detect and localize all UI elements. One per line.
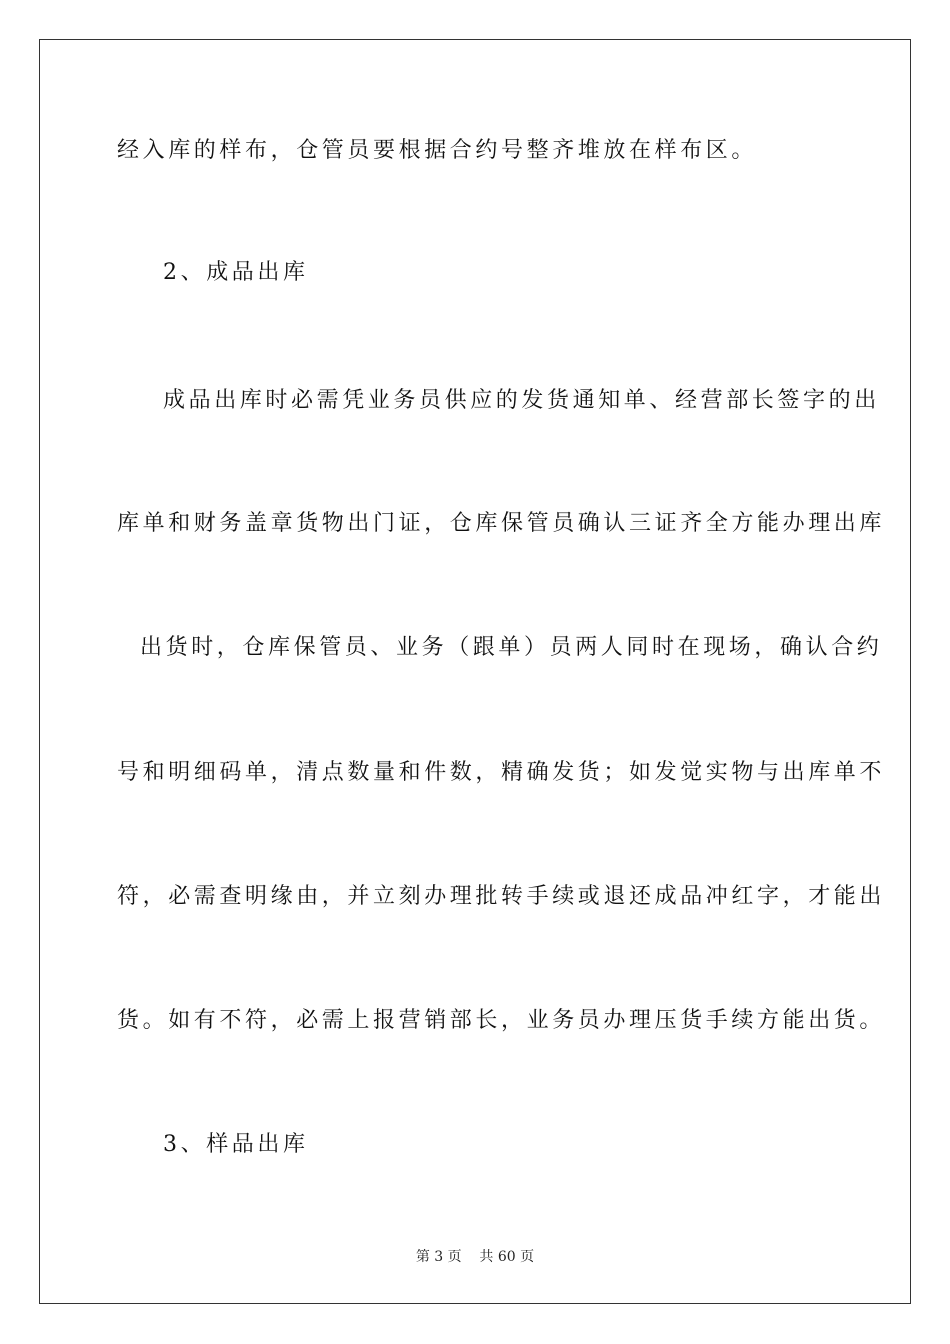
body-text-line: 符，必需查明缘由，并立刻办理批转手续或退还成品冲红字，才能出 bbox=[117, 884, 886, 909]
body-text-line: 号和明细码单，清点数量和件数，精确发货；如发觉实物与出库单不 bbox=[117, 760, 886, 785]
section-heading: 3、样品出库 bbox=[163, 1132, 309, 1157]
body-text-line: 出货时，仓库保管员、业务（跟单）员两人同时在现场，确认合约 bbox=[140, 635, 883, 660]
body-text-line: 成品出库时必需凭业务员供应的发货通知单、经营部长签字的出 bbox=[163, 388, 880, 413]
body-text-line: 经入库的样布，仓管员要根据合约号整齐堆放在样布区。 bbox=[117, 138, 758, 163]
section-heading: 2、成品出库 bbox=[163, 260, 309, 285]
page-number-footer: 第 3 页 共 60 页 bbox=[415, 1249, 535, 1265]
body-text-line: 库单和财务盖章货物出门证，仓库保管员确认三证齐全方能办理出库 bbox=[117, 511, 886, 536]
page-border bbox=[39, 39, 911, 1304]
body-text-line: 货。如有不符，必需上报营销部长，业务员办理压货手续方能出货。 bbox=[117, 1008, 886, 1033]
